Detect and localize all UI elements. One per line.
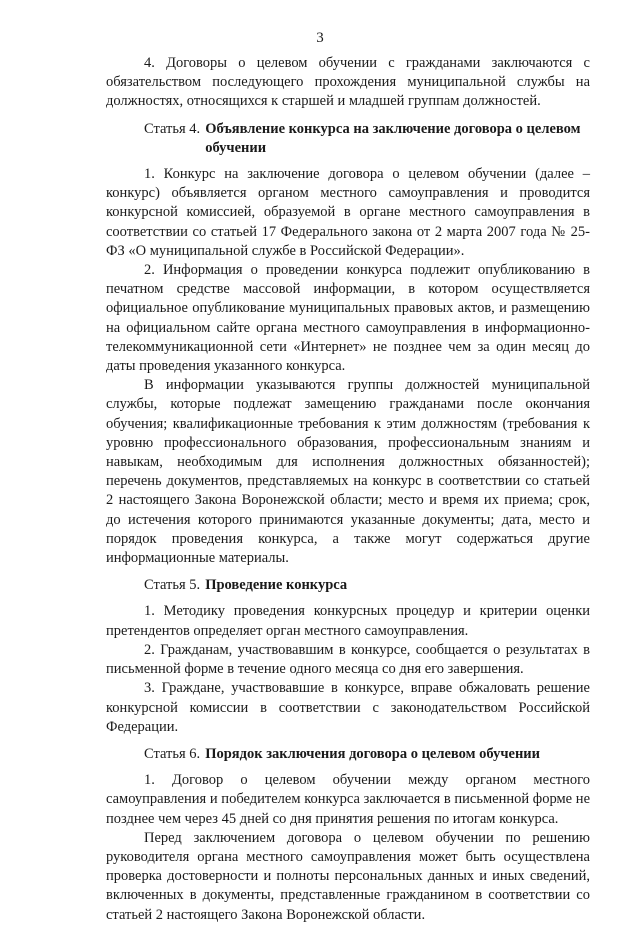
- article-6-label: Статья 6.: [144, 745, 201, 762]
- article-4-heading: [106, 120, 590, 158]
- article-4-paragraph-1: 1. Конкурс на заключение договора о целевом обучении (далее – конкурс) объявляется органом местного самоуправления и проводится конкурсной комиссией, образуемой в органе местного самоуправления в соответствии со статьей 17 Федерального закона от 2 марта 2007 года № 25-ФЗ «О муниципальной службе в Российской Федерации».: [106, 166, 590, 259]
- article-4-label: Статья 4.: [144, 120, 201, 137]
- intro-paragraph: 4. Договоры о целевом обучении с гражданами заключаются с обязательством последующего прохождения муниципальной службы на должностях, относящихся к старшей и младшей группам должностей.: [106, 55, 590, 110]
- article-6-title: Порядок заключения договора о целевом обучении: [205, 745, 541, 762]
- article-6-paragraph-2: Перед заключением договора о целевом обучении по решению руководителя органа местного самоуправления может быть осуществлена проверка достоверности и полноты персональных данных и иных сведений, включенных в документы, представленные гражданином в соответствии со статьей 2 настоящего Закона Воронежской области.: [106, 829, 590, 923]
- article-6-heading: [106, 745, 590, 764]
- article-4-paragraph-2: 2. Информация о проведении конкурса подлежит опубликованию в печатном средстве массовой информации, в котором осуществляется официальное опубликование муниципальных правовых актов, и размещению на официальном сайте органа местного самоуправления в информационно-телекоммуникационной сети «Интернет» не позднее чем за один месяц до даты проведения указанного конкурса.: [106, 262, 590, 375]
- article-5-paragraph-1: 1. Методику проведения конкурсных процедур и критерии оценки претендентов определяет орган местного самоуправления.: [106, 603, 590, 639]
- article-5-title: Проведение конкурса: [205, 577, 348, 594]
- page-number: 3: [316, 30, 324, 46]
- article-4-paragraph-3: В информации указываются группы должностей муниципальной службы, которые подлежат замещению гражданами после окончания обучения; квалификационные требования к этим должностям (требования к уровню профессионального образования, профессиональным знаниям и навыкам, необходимым для исполнения должностных обязанностей); перечень документов, представляемых на конкурс в соответствии со статьей 2 настоящего Закона Воронежской области; место и время их приема; срок, до истечения которого принимаются указанные документы; дата, место и порядок проведения конкурса, а также могут содержаться другие информационные материалы.: [106, 377, 590, 567]
- article-4-title: Объявление конкурса на заключение договора о целевом обучении: [205, 120, 581, 156]
- article-5-heading: [106, 576, 590, 595]
- article-5-label: Статья 5.: [144, 577, 201, 594]
- article-6-paragraph-1: 1. Договор о целевом обучении между органом местного самоуправления и победителем конкурса заключается в письменной форме не позднее чем через 45 дней со дня принятия решения по итогам конкурса.: [106, 772, 590, 827]
- document-body: [106, 54, 590, 925]
- article-5-paragraph-2: 2. Гражданам, участвовавшим в конкурсе, сообщается о результатах в письменной форме в течение одного месяца со дня его завершения.: [106, 641, 590, 678]
- article-5-paragraph-3: 3. Граждане, участвовавшие в конкурсе, вправе обжаловать решение конкурсной комиссии в соответствии с законодательством Российской Федерации.: [106, 680, 590, 735]
